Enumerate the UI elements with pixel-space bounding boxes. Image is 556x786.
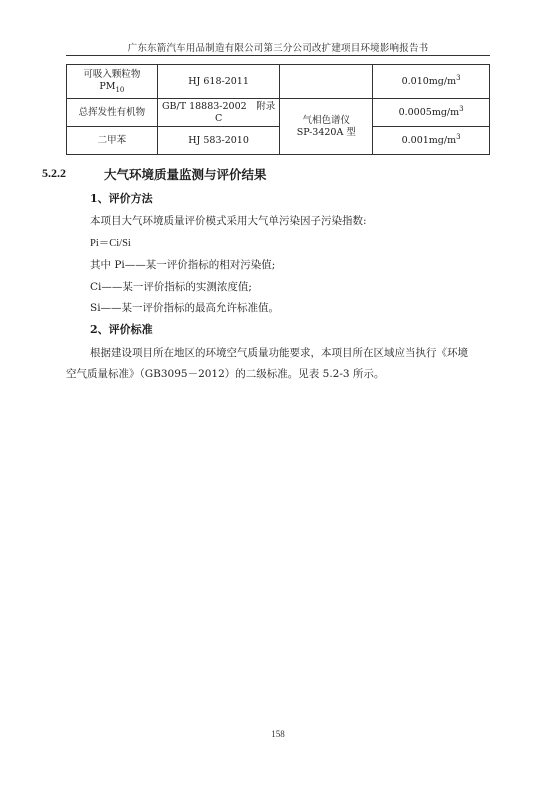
definition-si: Si——某一评价指标的最高允许标准值。 <box>90 302 280 314</box>
detection-limit: 0.0005mg/m <box>398 107 460 119</box>
pollutant-name-cell: 总挥发性有机物 <box>67 99 158 127</box>
definition-pi: 其中 Pi——某一评价指标的相对污染值; <box>90 259 276 271</box>
standard-cell: HJ 618-2011 <box>157 65 280 99</box>
detection-limit-unit-sup: 3 <box>456 133 461 142</box>
table-row <box>67 99 490 127</box>
standard-paragraph-line1: 根据建设项目所在地区的环境空气质量功能要求，本项目所在区域应当执行《环境 <box>90 347 468 359</box>
page-number: 158 <box>271 729 285 739</box>
instrument-model: SP-3420A 型 <box>296 126 356 138</box>
section-number: 5.2.2 <box>42 166 66 180</box>
definition-ci: Ci——某一评价指标的实测浓度值; <box>90 281 252 293</box>
monitoring-method-table <box>66 64 490 155</box>
table-row <box>67 65 490 99</box>
instrument-cell <box>280 99 373 155</box>
pollutant-name-sub-index: 10 <box>115 85 125 94</box>
standard-cell: HJ 583-2010 <box>157 127 280 155</box>
detection-limit-cell <box>373 65 490 99</box>
detection-limit: 0.010mg/m <box>401 76 457 88</box>
formula: Pi＝Ci/Si <box>90 238 131 249</box>
method-intro: 本项目大气环境质量评价模式采用大气单污染因子污染指数: <box>90 215 367 227</box>
page-header: 广东东箭汽车用品制造有限公司第三分公司改扩建项目环境影响报告书 <box>127 43 429 54</box>
standard-paragraph-line2: 空气质量标准》（GB3095－2012）的二级标准。见表 5.2-3 所示。 <box>66 368 385 380</box>
pollutant-name: 可吸入颗粒物 <box>83 68 141 80</box>
header-rule <box>66 55 490 56</box>
detection-limit-cell <box>373 99 490 127</box>
standard-cell: GB/T 18883-2002 附录 C <box>157 99 280 127</box>
section-title: 大气环境质量监测与评价结果 <box>104 167 267 182</box>
instrument-name: 气相色谱仪 <box>302 114 351 126</box>
instrument-cell-empty <box>280 65 373 99</box>
standard-heading: 2、评价标准 <box>90 323 153 336</box>
pollutant-name-sub: PM <box>99 80 116 92</box>
detection-limit-unit-sup: 3 <box>456 74 461 83</box>
detection-limit-unit-sup: 3 <box>459 105 464 114</box>
method-heading: 1、评价方法 <box>90 192 153 205</box>
table-row <box>67 127 490 155</box>
detection-limit-cell <box>373 127 490 155</box>
pollutant-name-cell: 二甲苯 <box>67 127 158 155</box>
pollutant-name-cell <box>67 65 158 99</box>
detection-limit: 0.001mg/m <box>401 135 457 147</box>
